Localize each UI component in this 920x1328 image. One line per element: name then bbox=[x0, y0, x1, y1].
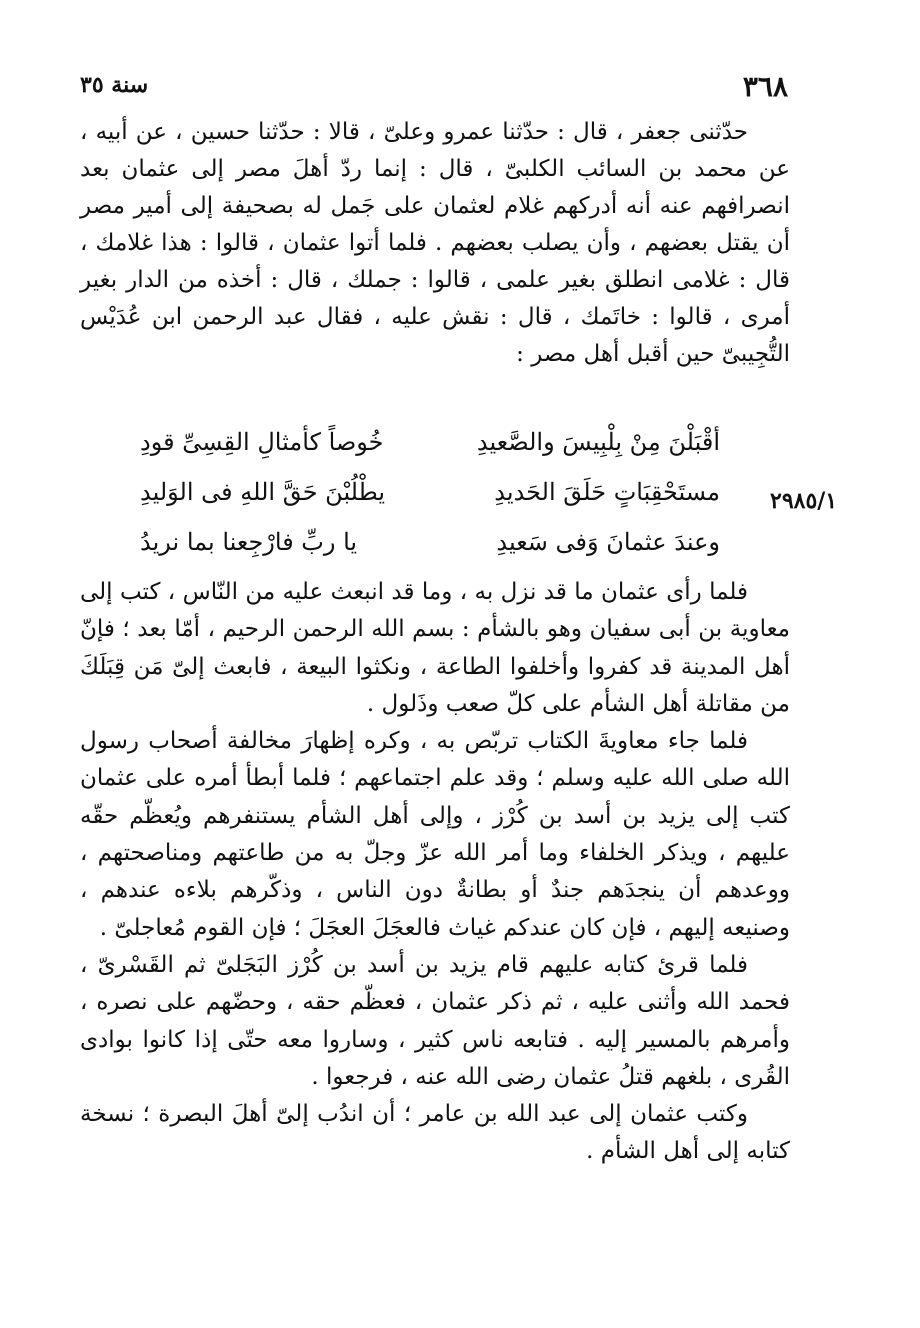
paragraph: فلما قرئ كتابه عليهم قام يزيد بن أسد بن كُرْز البَجَلىّ ثم القَسْرىّ ، فحمد الله وأثنى عليه ، ثم ذكر عثمان ، فعظّم حقه ، وحضّهم على نصره ، وأمرهم بالمسير إليه . فتابعه ناس كثير ، وساروا معه حتّى إذا كانوا بوادى القُرى ، بلغهم قتلُ عثمان رضى الله عنه ، فرجعوا . bbox=[80, 951, 790, 1090]
body-text-top bbox=[80, 114, 790, 373]
body-text-bottom bbox=[80, 574, 790, 1171]
verse-line bbox=[140, 522, 720, 562]
verse-first-hemistich: أقْبَلْنَ مِنْ بِلْبِيسَ والصَّعيدِ bbox=[476, 428, 720, 456]
verse-first-hemistich: وعندَ عثمانَ وَفى سَعيدِ bbox=[496, 528, 720, 556]
paragraph: وكتب عثمان إلى عبد الله بن عامر ؛ أن اندُب إلىّ أهلَ البصرة ؛ نسخة كتابه إلى أهل الشأم . bbox=[80, 1101, 790, 1165]
verse-line bbox=[140, 472, 720, 512]
verse-second-hemistich: خُوصاً كأمثالِ القِسِىِّ قودِ bbox=[140, 428, 384, 456]
verse-second-hemistich: يطْلُبْنَ حَقَّ اللهِ فى الوَليدِ bbox=[140, 478, 385, 506]
paragraph: حدّثنى جعفر ، قال : حدّثنا عمرو وعلىّ ، قالا : حدّثنا حسين ، عن أبيه ، عن محمد بن السائب الكلبىّ ، قال : إنما ردّ أهلَ مصر إلى عثمان بعد انصرافهم عنه أنه أدركهم غلام لعثمان على جَمل له بصحيفة إلى أمير مصر أن يقتل بعضهم ، وأن يصلب بعضهم . فلما أتوا عثمان ، قالوا : هذا غلامك ، قال : غلامى انطلق بغير علمى ، قالوا : جملك ، قال : أخذه من الدار بغير أمرى ، قالوا : خاتَمك ، قال : نقش عليه ، فقال عبد الرحمن ابن عُدَيْس التُّجِيبىّ حين أقبل أهل مصر : bbox=[80, 119, 790, 367]
running-head: سنة ٣٥ bbox=[80, 72, 149, 98]
paragraph: فلما رأى عثمان ما قد نزل به ، وما قد انبعث عليه من النّاس ، كتب إلى معاوية بن أبى سفيان وهو بالشأم : بسم الله الرحمن الرحيم ، أمّا بعد ؛ فإنّ أهل المدينة قد كفروا وأخلفوا الطاعة ، ونكثوا البيعة ، فابعث إلىّ مَن قِبَلَكَ من مقاتلة أهل الشأم على كلّ صعب وذَلول . bbox=[80, 579, 790, 717]
verse-line bbox=[140, 422, 720, 462]
margin-note: ٢٩٨٥/١ bbox=[770, 488, 838, 514]
page-number: ٣٦٨ bbox=[742, 70, 788, 103]
paragraph: فلما جاء معاويةَ الكتاب تربّص به ، وكره إظهارَ مخالفة أصحاب رسول الله صلى الله عليه وسلم ؛ وقد علم اجتماعهم ؛ فلما أبطأ أمره على عثمان كتب إلى يزيد بن أسد بن كُرْز ، وإلى أهل الشأم يستنفرهم ويُعظّم حقّه عليهم ، ويذكر الخلفاء وما أمر الله عزّ وجلّ به من طاعتهم ومناصحتهم ، ووعدهم أن ينجدَهم جندٌ أو بطانةٌ دون الناس ، وذكّرهم بلاءه عندهم ، وصنيعه إليهم ، فإن كان عندكم غياث فالعجَلَ العجَلَ ؛ فإن القوم مُعاجلىّ . bbox=[80, 728, 790, 941]
verse-second-hemistich: يا ربِّ فارْجِعنا بما نريدُ bbox=[140, 528, 358, 556]
verse-first-hemistich: مستَحْقِبَاتٍ حَلَقَ الحَديدِ bbox=[494, 478, 720, 506]
